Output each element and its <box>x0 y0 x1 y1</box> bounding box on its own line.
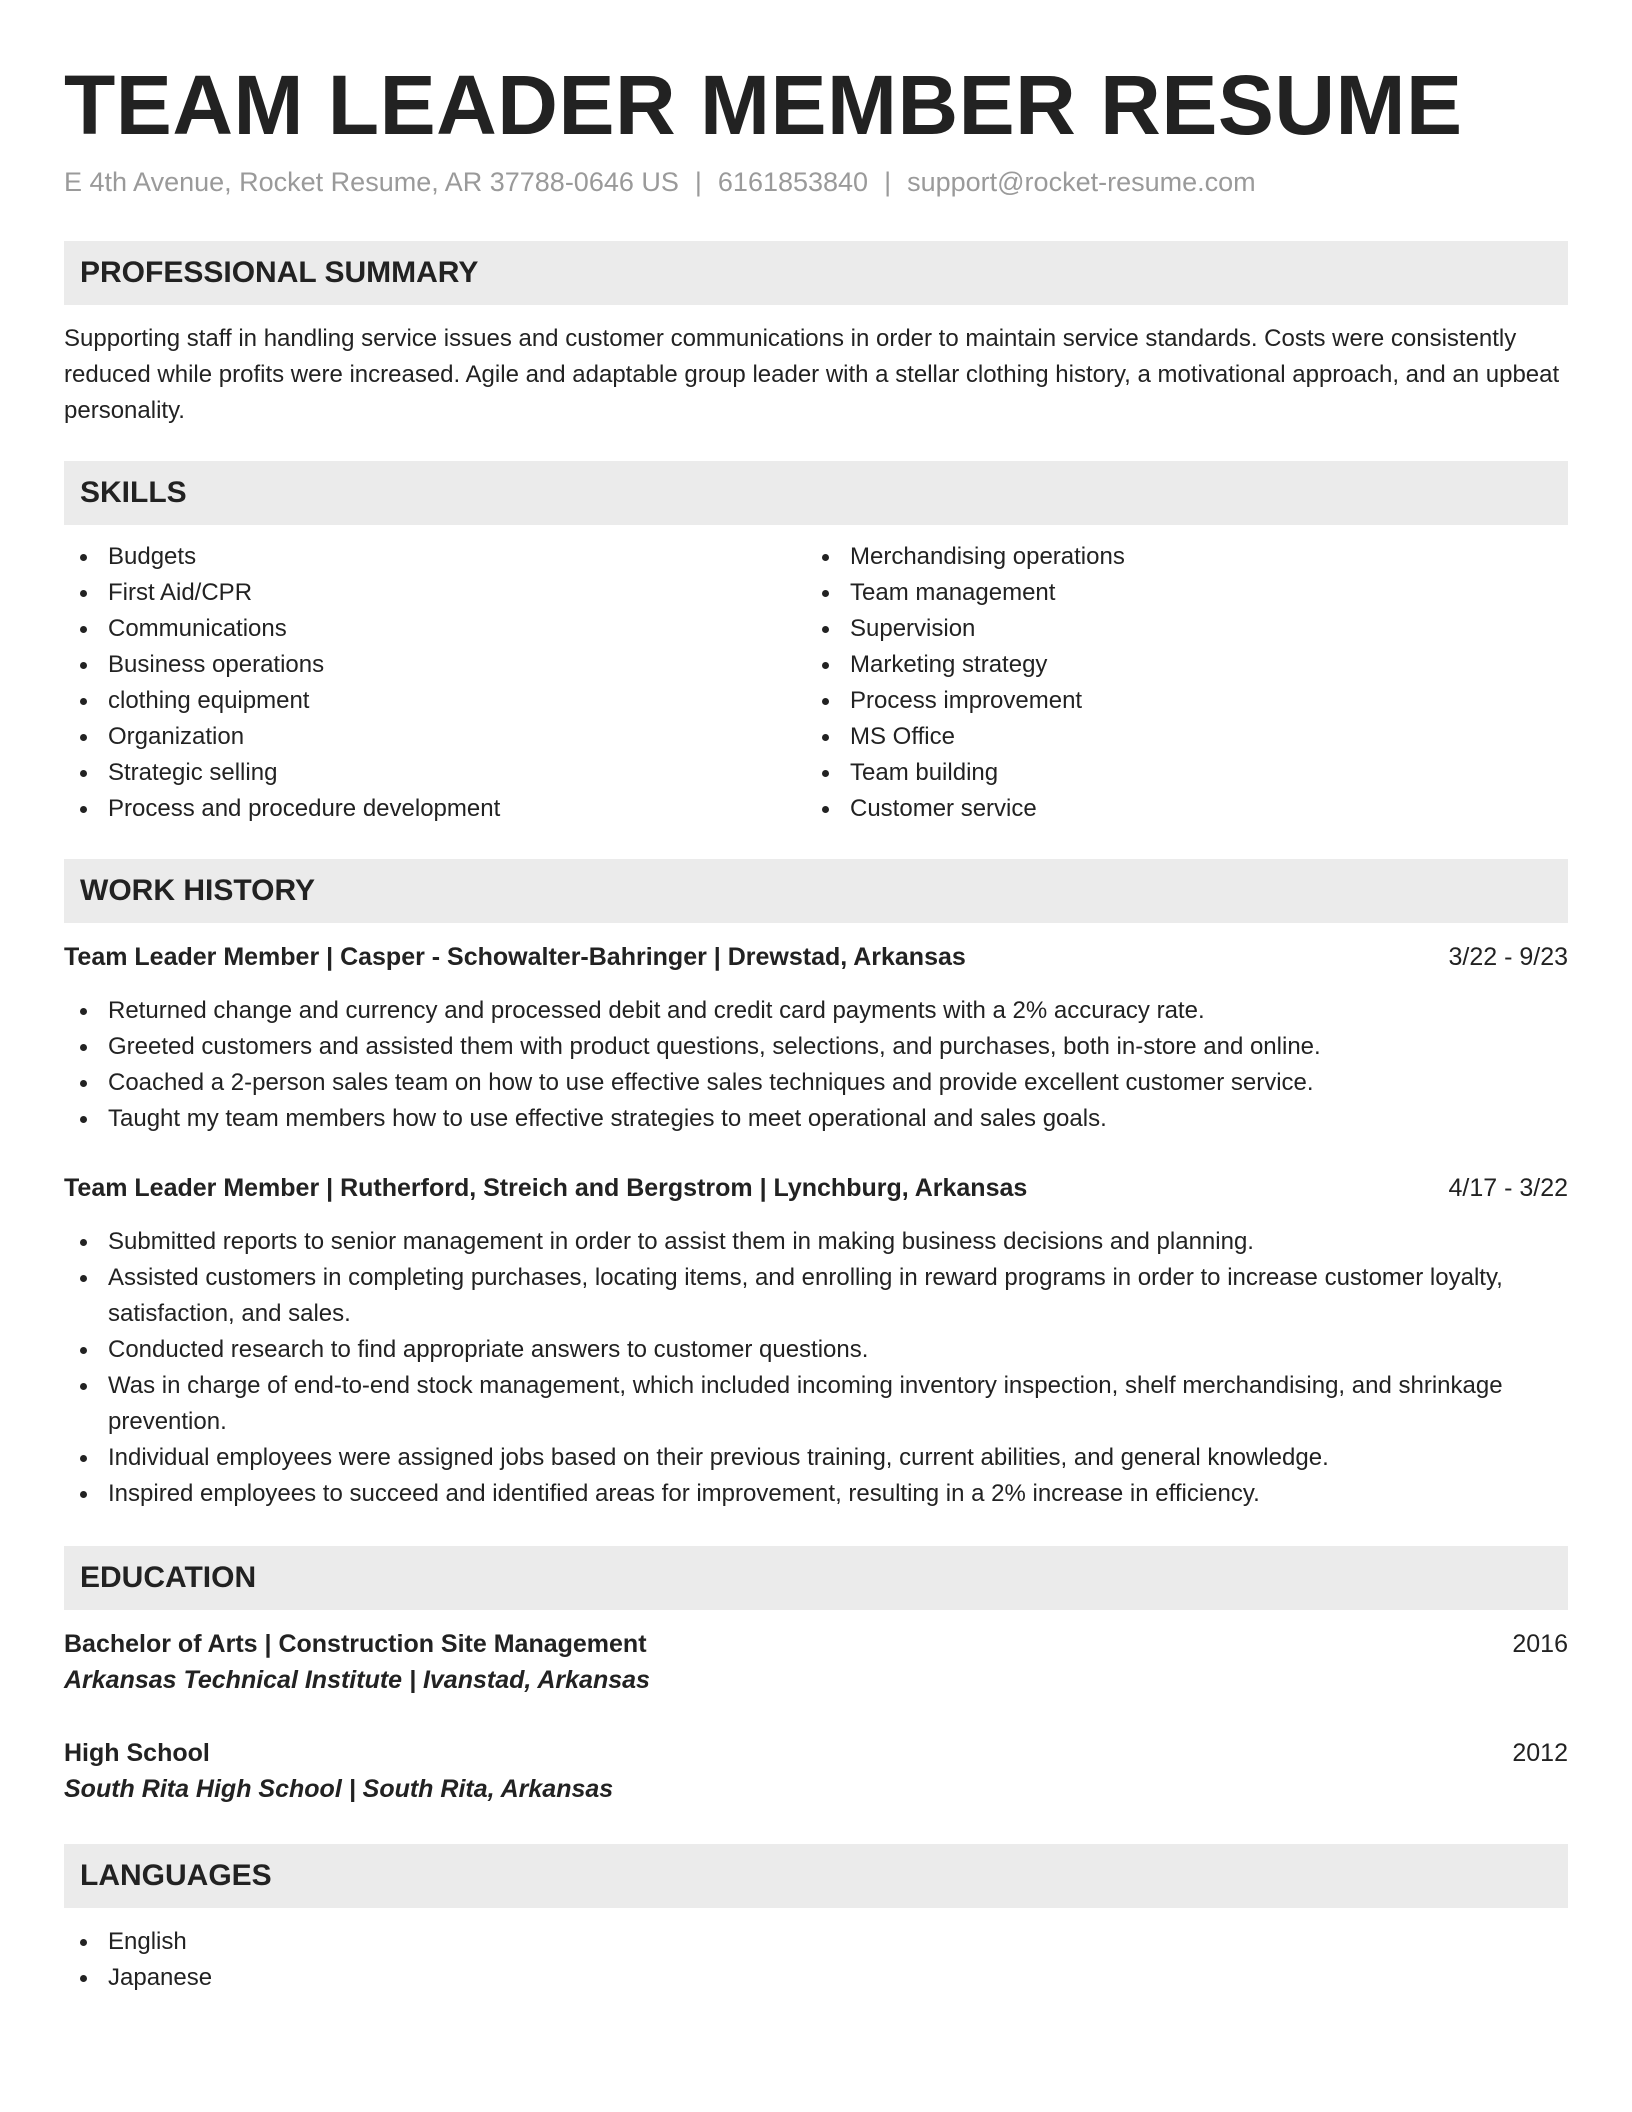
job-bullet: Returned change and currency and processed debit and credit card payments with a 2% accuracy rate. <box>64 993 1568 1029</box>
contact-phone: 6161853840 <box>717 167 869 197</box>
job-bullets <box>64 993 1568 1137</box>
job-bullet: Submitted reports to senior management in order to assist them in making business decisions and planning. <box>64 1224 1568 1260</box>
education-school: South Rita High School | South Rita, Arkansas <box>64 1775 614 1803</box>
education-year: 2016 <box>1512 1630 1568 1658</box>
summary-text: Supporting staff in handling service issues and customer communications in order to maintain service standards. Costs were consistently reduced while profits were increased. Agile and adaptable group leader with a stellar clothing history, a motivational approach, and an upbeat personality. <box>64 325 1560 424</box>
skills-column-right <box>806 539 1548 827</box>
job-heading: Team Leader Member | Rutherford, Streich and Bergstrom | Lynchburg, Arkansas <box>64 1174 1028 1202</box>
skill-item: First Aid/CPR <box>64 575 806 611</box>
education-heading-row <box>64 1626 1568 1662</box>
job-dates: 4/17 - 3/22 <box>1448 1174 1568 1202</box>
summary-section <box>64 241 1568 429</box>
skill-item: Supervision <box>806 611 1548 647</box>
job-heading: Team Leader Member | Casper - Schowalter-Bahringer | Drewstad, Arkansas <box>64 943 966 971</box>
education-degree: Bachelor of Arts | Construction Site Management <box>64 1630 647 1658</box>
section-header-languages: LANGUAGES <box>64 1844 1568 1908</box>
job-entry <box>64 1170 1568 1512</box>
job-dates: 3/22 - 9/23 <box>1448 943 1568 971</box>
contact-separator: | <box>884 167 892 197</box>
education-year: 2012 <box>1512 1739 1568 1767</box>
education-heading-row <box>64 1735 1568 1771</box>
skill-item: Process improvement <box>806 683 1548 719</box>
skill-item: Marketing strategy <box>806 647 1548 683</box>
resume-page <box>64 0 1568 1996</box>
job-bullet: Greeted customers and assisted them with product questions, selections, and purchases, both in-store and online. <box>64 1029 1568 1065</box>
resume-title: TEAM LEADER MEMBER RESUME <box>64 58 1463 152</box>
section-header-education: EDUCATION <box>64 1546 1568 1610</box>
job-bullet: Conducted research to find appropriate answers to customer questions. <box>64 1332 1568 1368</box>
job-entry <box>64 939 1568 1137</box>
skill-item: Organization <box>64 719 806 755</box>
section-header-summary: PROFESSIONAL SUMMARY <box>64 241 1568 305</box>
job-bullet: Individual employees were assigned jobs based on their previous training, current abilities, and general knowledge. <box>64 1440 1568 1476</box>
skill-item: Team management <box>806 575 1548 611</box>
skill-item: Team building <box>806 755 1548 791</box>
education-entry <box>64 1735 1568 1807</box>
job-bullets <box>64 1224 1568 1512</box>
language-item: English <box>64 1924 1568 1960</box>
job-bullet: Inspired employees to succeed and identified areas for improvement, resulting in a 2% increase in efficiency. <box>64 1476 1568 1512</box>
skill-item: Process and procedure development <box>64 791 806 827</box>
education-section <box>64 1546 1568 1807</box>
skills-section <box>64 461 1568 827</box>
job-heading-row <box>64 939 1568 975</box>
skill-item: MS Office <box>806 719 1548 755</box>
skill-item: Communications <box>64 611 806 647</box>
education-entry <box>64 1626 1568 1698</box>
skill-item: Business operations <box>64 647 806 683</box>
education-school: Arkansas Technical Institute | Ivanstad, Arkansas <box>64 1666 650 1694</box>
contact-email: support@rocket-resume.com <box>907 167 1256 197</box>
job-heading-row <box>64 1170 1568 1206</box>
job-bullet: Taught my team members how to use effective strategies to meet operational and sales goals. <box>64 1101 1568 1137</box>
skill-item: Budgets <box>64 539 806 575</box>
job-bullet: Coached a 2-person sales team on how to use effective sales techniques and provide excellent customer service. <box>64 1065 1568 1101</box>
languages-list <box>64 1924 1568 1996</box>
education-degree: High School <box>64 1739 210 1767</box>
contact-line <box>64 164 1568 200</box>
language-item: Japanese <box>64 1960 1568 1996</box>
skill-item: Merchandising operations <box>806 539 1548 575</box>
job-bullet: Was in charge of end-to-end stock management, which included incoming inventory inspection, shelf merchandising, and shrinkage prevention. <box>64 1368 1568 1440</box>
skill-item: Customer service <box>806 791 1548 827</box>
skill-item: Strategic selling <box>64 755 806 791</box>
work-history-section <box>64 859 1568 1512</box>
skills-column-left <box>64 539 806 827</box>
skills-grid <box>64 539 1568 827</box>
languages-section <box>64 1844 1568 1996</box>
section-header-work-history: WORK HISTORY <box>64 859 1568 923</box>
skill-item: clothing equipment <box>64 683 806 719</box>
contact-separator: | <box>694 167 702 197</box>
job-bullet: Assisted customers in completing purchases, locating items, and enrolling in reward programs in order to increase customer loyalty, satisfaction, and sales. <box>64 1260 1568 1332</box>
contact-address: E 4th Avenue, Rocket Resume, AR 37788-0646 US <box>64 167 679 197</box>
section-header-skills: SKILLS <box>64 461 1568 525</box>
